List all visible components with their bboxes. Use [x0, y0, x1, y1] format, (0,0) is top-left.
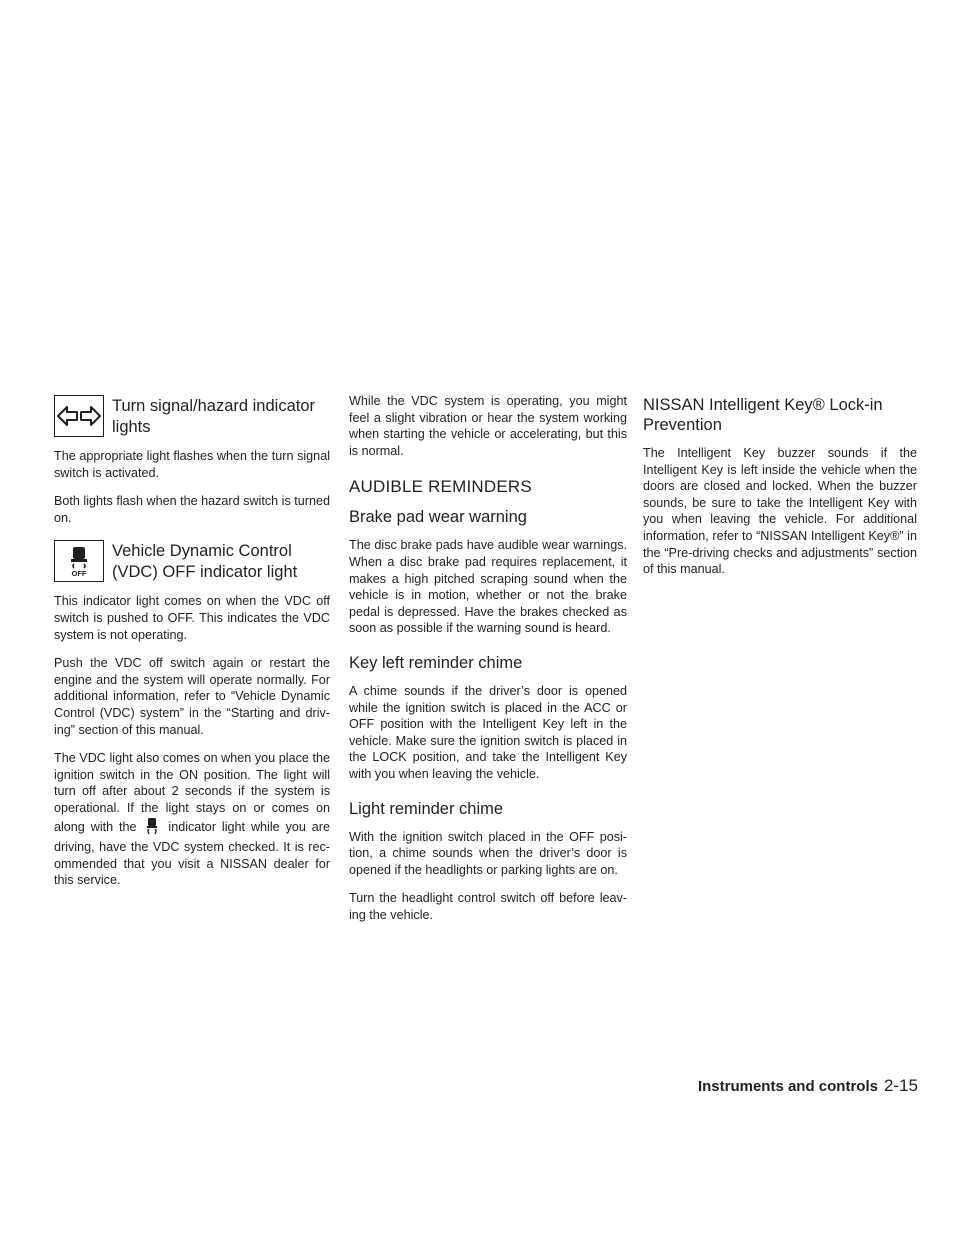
- key-left-heading: Key left reminder chime: [349, 653, 523, 672]
- lockin-heading: NISSAN Intelligent Key® Lock-in Prevention: [643, 396, 883, 434]
- vdc-off-icon-label: OFF: [71, 569, 87, 578]
- vdc-title: Vehicle Dynamic Control (VDC) OFF indicator light: [112, 542, 298, 582]
- brake-pad-heading: Brake pad wear warning: [349, 508, 527, 527]
- column-right: [643, 393, 917, 590]
- turn-signal-heading: [54, 393, 330, 438]
- turn-signal-title: Turn signal/hazard indicator lights: [112, 397, 315, 436]
- turn-signal-paragraph-2: Both lights flash when the hazard switch is turned on.: [54, 494, 330, 525]
- page-number: 2-15: [883, 1076, 918, 1095]
- vdc-paragraph-3-after: indicator light while you are driving, have the VDC system checked. It is rec-ommended that you visit a NISSAN dealer for this service.: [54, 819, 330, 888]
- page-footer: [698, 1076, 918, 1096]
- vdc-off-icon: [54, 540, 104, 582]
- turn-signal-arrows-icon: [54, 395, 104, 437]
- footer-section-title: Instruments and controls: [697, 1078, 878, 1095]
- turn-signal-paragraph-1: The appropriate light flashes when the turn signal switch is activated.: [54, 449, 330, 480]
- light-reminder-heading: Light reminder chime: [349, 799, 504, 818]
- brake-pad-paragraph: The disc brake pads have audible wear warnings. When a disc brake pad requires replacement, it makes a high pitched scraping sound when the vehicle is in motion, whether or not the brake pedal is depressed. Have the brakes checked as soon as possible if the warning sound is heard.: [349, 538, 627, 636]
- vdc-paragraph-1: This indicator light comes on when the VDC off switch is pushed to OFF. This indicates the VDC system is not operating.: [54, 594, 330, 642]
- vdc-heading: [54, 538, 330, 583]
- slip-indicator-icon: [144, 817, 160, 840]
- vdc-paragraph-2: Push the VDC off switch again or restart the engine and the system will operate normally. For additional information, refer to “Vehicle Dynamic Control (VDC) system” in the “Starting and driv-ing” section of this manual.: [54, 656, 330, 737]
- vdc-paragraph-3-before: The VDC light also comes on when you place the ignition switch in the ON position. The light will turn off after about 2 seconds if the system is operational. If the light stays on or comes on along with the: [54, 751, 330, 834]
- light-reminder-paragraph-1: With the ignition switch placed in the OFF posi-tion, a chime sounds when the driver’s door is opened if the headlights or parking lights are on.: [349, 829, 627, 877]
- audible-reminders-heading: AUDIBLE REMINDERS: [349, 477, 532, 497]
- lockin-paragraph: The Intelligent Key buzzer sounds if the Intelligent Key is left inside the vehicle when the doors are closed and locked. When the buzzer sounds, be sure to take the Intelligent Key with you when leaving the vehicle. For additional information, refer to “NISSAN Intelligent Key®” in the “Pre-driving checks and adjustments” section of this manual.: [643, 446, 917, 577]
- key-left-paragraph: A chime sounds if the driver’s door is opened while the ignition switch is placed in the ACC or OFF position with the Intelligent Key left in the vehicle. Make sure the ignition switch is placed in the LOCK position, and take the Intelligent Key with you when leaving the vehicle.: [349, 683, 627, 781]
- vdc-normal-paragraph: While the VDC system is operating, you might feel a slight vibration or hear the system working when starting the vehicle or accelerating, but this is normal.: [349, 394, 627, 458]
- column-middle: [349, 393, 627, 935]
- column-left: [54, 393, 330, 901]
- vdc-paragraph-3: [54, 750, 330, 889]
- light-reminder-paragraph-2: Turn the headlight control switch off before leav-ing the vehicle.: [349, 891, 627, 922]
